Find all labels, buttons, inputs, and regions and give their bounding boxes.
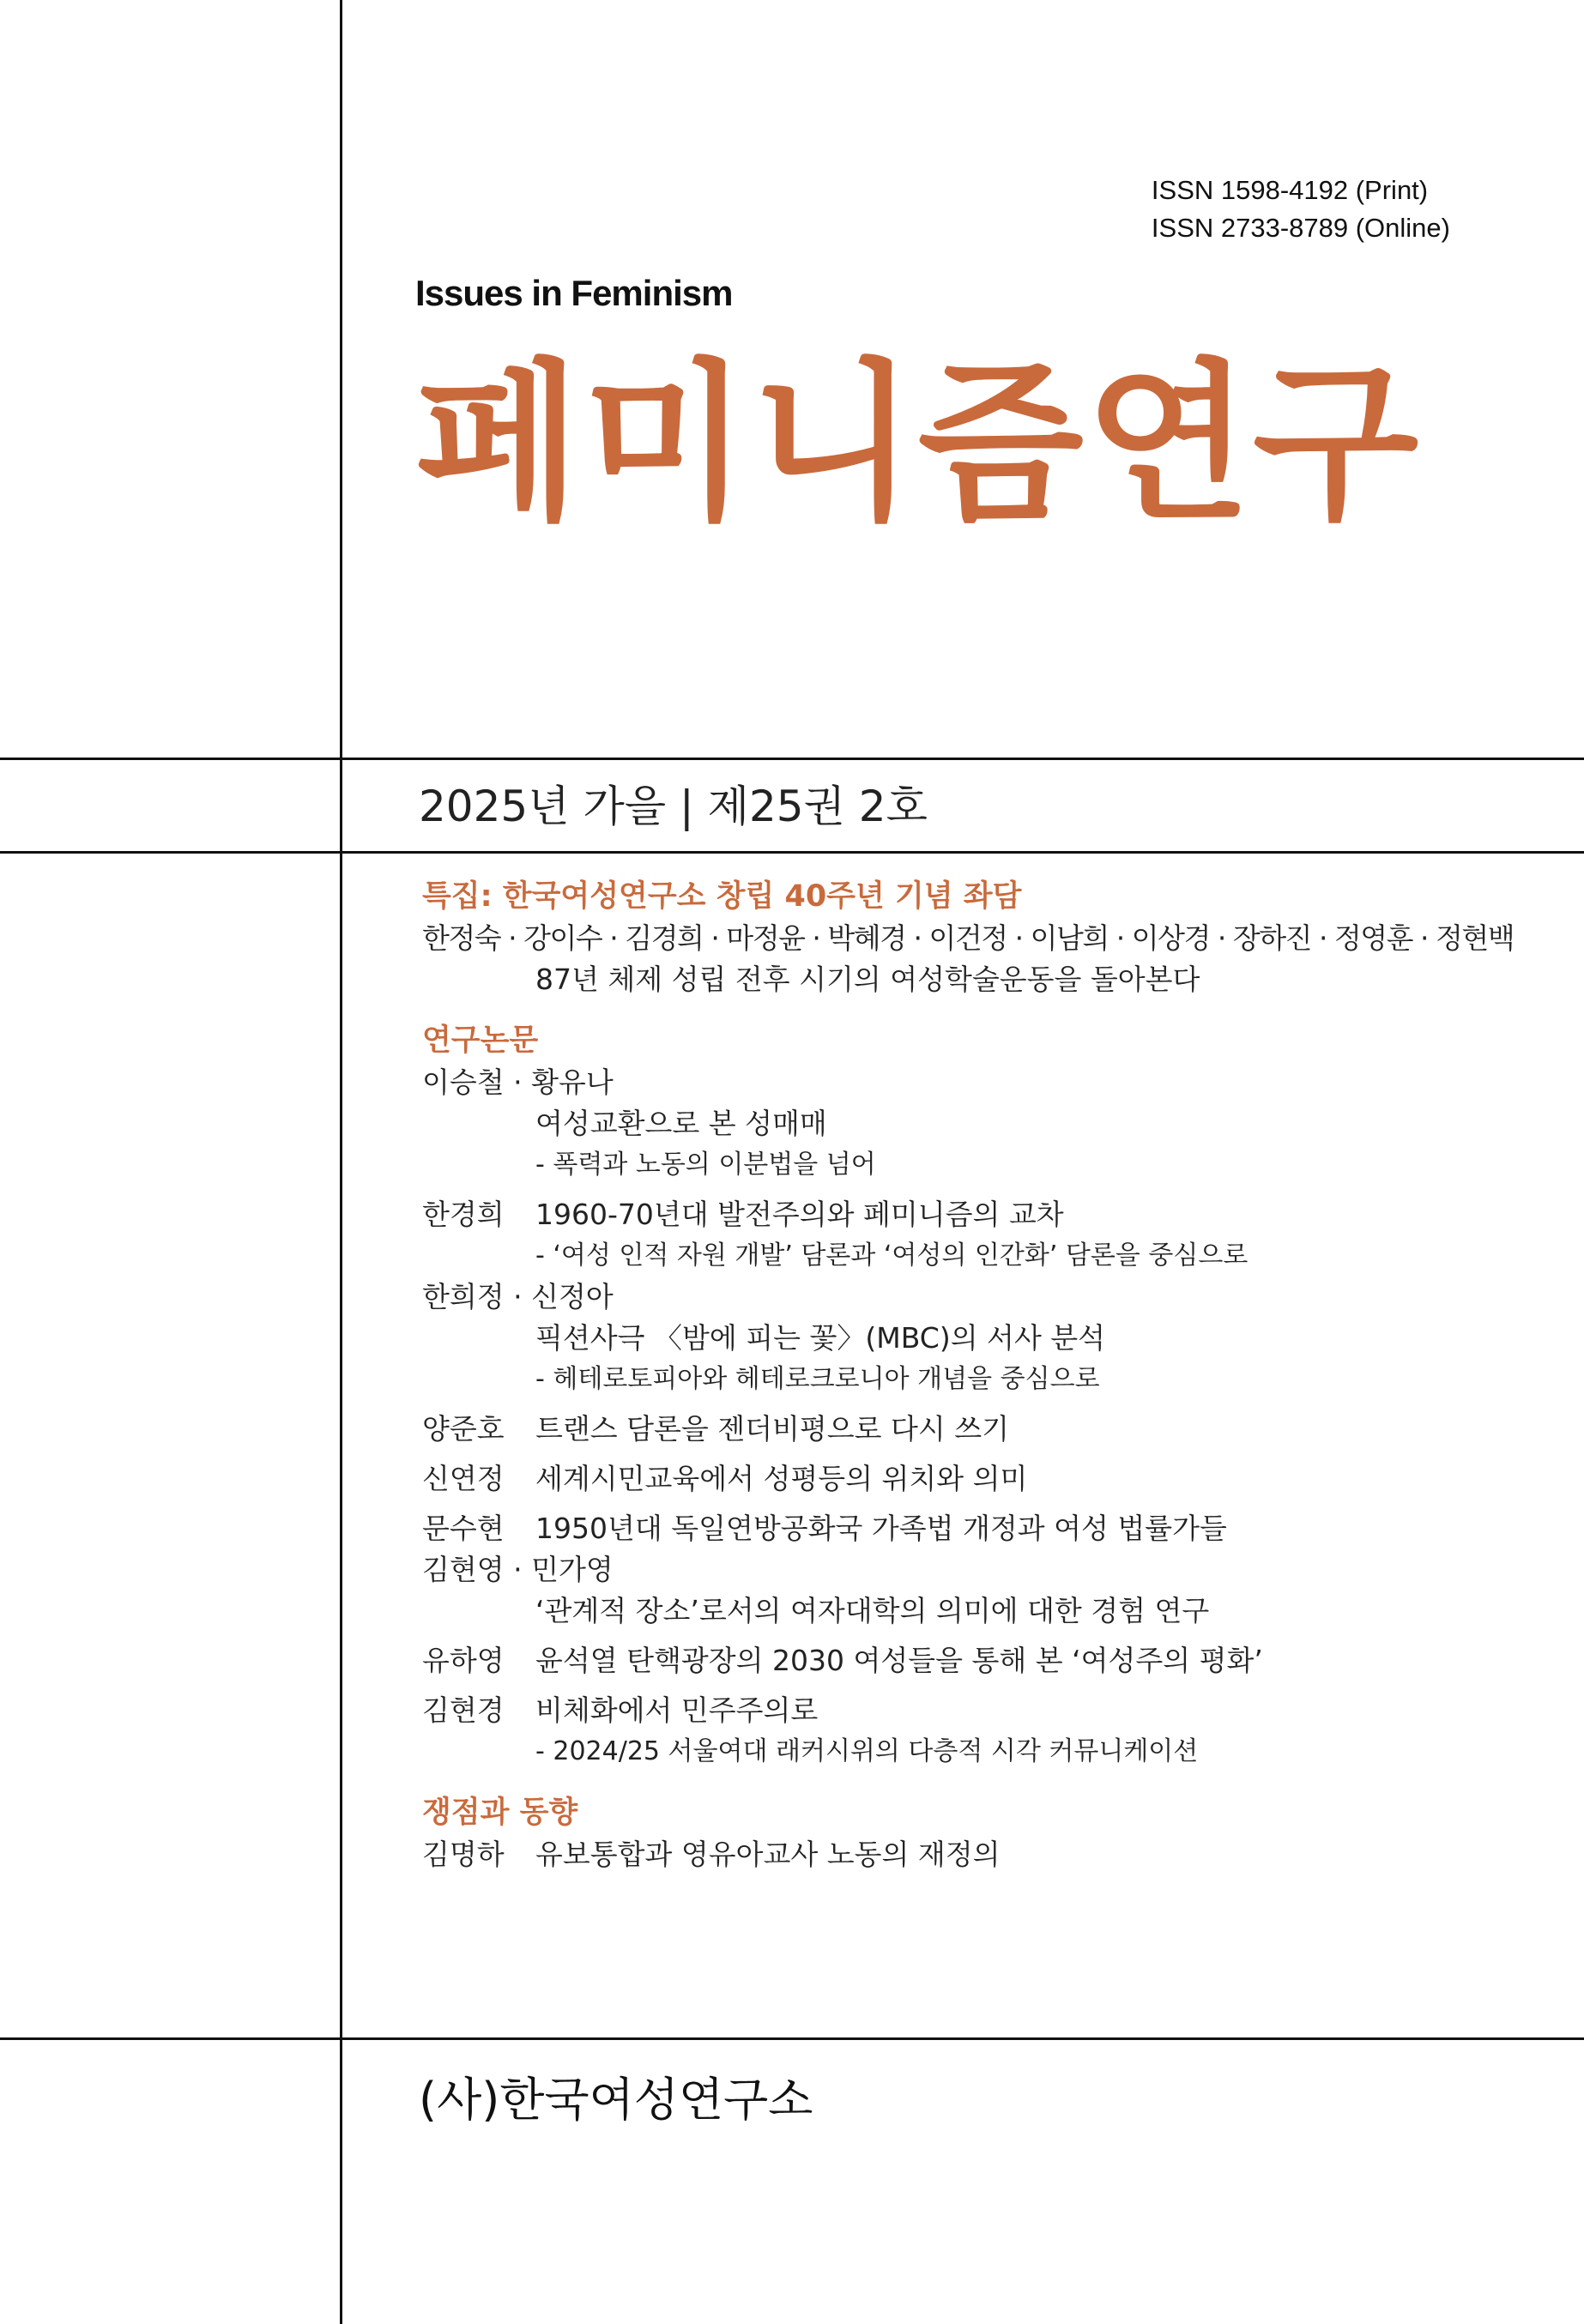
- article-5: [422, 1458, 1503, 1500]
- article-8: [422, 1640, 1503, 1681]
- table-of-contents: [422, 875, 1514, 1875]
- article-title: 여성교환으로 본 성매매: [535, 1107, 827, 1140]
- article-title: ‘관계적 장소’로서의 여자대학의 의미에 대한 경험 연구: [535, 1594, 1210, 1627]
- article-authors: 신연정: [422, 1462, 505, 1495]
- article-subtitle: - 폭력과 노동의 이분법을 넘어: [535, 1150, 876, 1180]
- article-9: [422, 1690, 1503, 1772]
- article-title: 픽션사극 〈밤에 피는 꽃〉(MBC)의 서사 분석: [535, 1321, 1106, 1355]
- article-title: 1950년대 독일연방공화국 가족법 개정과 여성 법률가들: [535, 1512, 1227, 1545]
- rule-bottom: [0, 2037, 1584, 2040]
- article-authors: 유하영: [422, 1644, 505, 1677]
- article-title: 세계시민교육에서 성평등의 위치와 의미: [535, 1462, 1028, 1495]
- research-heading: 연구논문: [422, 1023, 539, 1058]
- article-7: [422, 1549, 1503, 1632]
- article-title: 트랜스 담론을 젠더비평으로 다시 쓰기: [535, 1412, 1010, 1446]
- article-title: 1960-70년대 발전주의와 페미니즘의 교차: [535, 1198, 1064, 1231]
- special-heading: 특집: 한국여성연구소 창립 40주년 기념 좌담: [422, 879, 1022, 914]
- article-1: [422, 1062, 1503, 1186]
- article-2: [422, 1194, 1503, 1277]
- article-title: 윤석열 탄핵광장의 2030 여성들을 통해 본 ‘여성주의 평화’: [535, 1644, 1263, 1677]
- article-authors: 한경희: [422, 1198, 505, 1231]
- article-6: [422, 1508, 1503, 1549]
- issn-print: ISSN 1598-4192 (Print): [1151, 175, 1429, 205]
- article-authors: 이승철 · 황유나: [422, 1065, 614, 1099]
- article-subtitle: - 2024/25 서울여대 래커시위의 다층적 시각 커뮤니케이션: [535, 1736, 1199, 1766]
- rule-top: [0, 758, 1584, 760]
- article-authors: 김현경: [422, 1693, 505, 1727]
- special-title: 87년 체제 성립 전후 시기의 여성학술운동을 돌아본다: [535, 963, 1200, 996]
- issues-heading: 쟁점과 동향: [422, 1796, 578, 1830]
- publisher: (사)한국여성연구소: [419, 2073, 813, 2127]
- issue-info: 2025년 가을 | 제25권 2호: [419, 782, 928, 831]
- rule-issue: [0, 851, 1584, 854]
- article-title: 비체화에서 민주주의로: [535, 1693, 819, 1727]
- issues-article-1: [422, 1834, 1503, 1875]
- article-title: 유보통합과 영유아교사 노동의 재정의: [535, 1838, 1001, 1871]
- article-authors: 양준호: [422, 1412, 505, 1446]
- special-authors: 한정숙 · 강이수 · 김경희 · 마정윤 · 박혜경 · 이건정 · 이남희 · 이상경 · 장하진 · 정영훈 · 정현백: [422, 921, 1514, 955]
- article-subtitle: - ‘여성 인적 자원 개발’ 담론과 ‘여성의 인간화’ 담론을 중심으로: [535, 1240, 1248, 1271]
- issn-online: ISSN 2733-8789 (Online): [1151, 213, 1450, 243]
- issn-block: [1152, 172, 1450, 247]
- article-4: [422, 1409, 1503, 1450]
- vertical-rule: [340, 0, 342, 2324]
- korean-title: 페미니즘연구: [415, 344, 1421, 544]
- article-authors: 김명하: [422, 1838, 505, 1871]
- article-subtitle: - 헤테로토피아와 헤테로크로니아 개념을 중심으로: [535, 1364, 1100, 1394]
- article-authors: 문수현: [422, 1512, 505, 1545]
- article-3: [422, 1277, 1503, 1400]
- english-title: Issues in Feminism: [415, 273, 733, 313]
- article-authors: 김현영 · 민가영: [422, 1553, 614, 1586]
- article-authors: 한희정 · 신정아: [422, 1280, 614, 1313]
